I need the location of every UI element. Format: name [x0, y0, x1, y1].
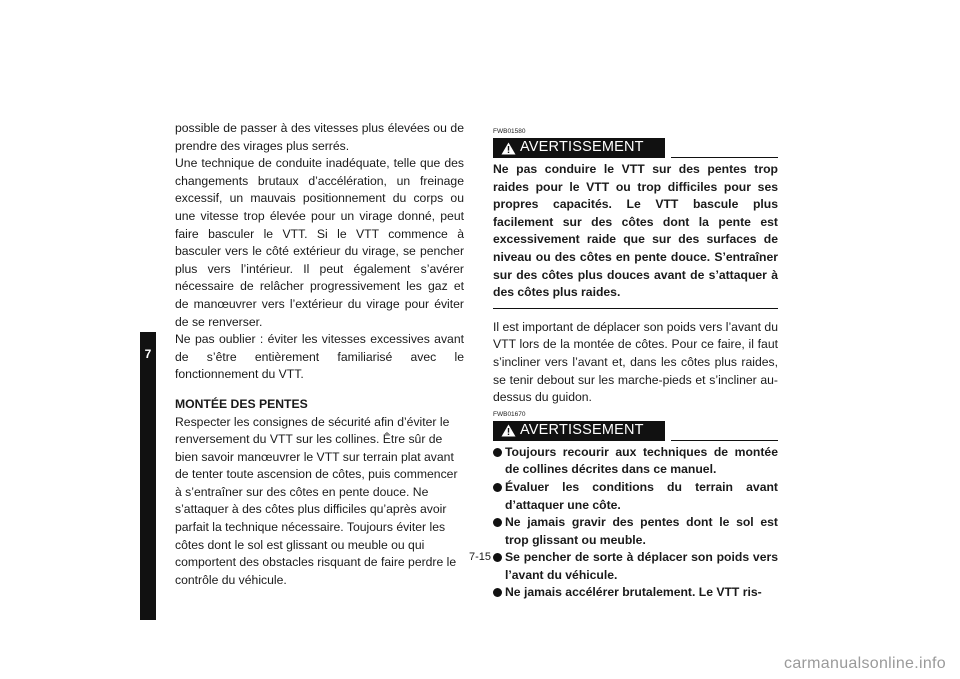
bullet-item: Évaluer les conditions du terrain avant d’attaquer une côte. [493, 479, 778, 514]
bullet-item: Toujours recourir aux techniques de montée de collines décrites dans ce manuel. [493, 444, 778, 479]
warning-2-header [493, 421, 778, 441]
left-paragraph-2: Une technique de conduite inadéquate, telle que des changements brutaux d’accélération, un freinage excessif, un mauvais positionnement du corps ou une vitesse trop élevée pour un virage donné, peut faire basculer le VTT. Si le VTT commence à basculer vers le côté extérieur du virage, se pencher plus vers l’intérieur. Il peut également s’avérer nécessaire de relâcher progressivement les gaz et de manœuvrer vers l’extérieur du virage pour éviter de se renverser. [175, 156, 464, 329]
chapter-number: 7 [144, 347, 152, 361]
bullet-item: Ne jamais gravir des pentes dont le sol est trop glissant ou meuble. [493, 514, 778, 549]
warning-2-badge [493, 421, 665, 441]
section-heading: MONTÉE DES PENTES [175, 396, 308, 411]
warning-triangle-icon [501, 142, 516, 155]
left-paragraph-1: possible de passer à des vitesses plus élevées ou de prendre des virages plus serrés. [175, 121, 464, 153]
left-column [175, 120, 464, 589]
warning-triangle-icon [501, 424, 516, 437]
right-paragraph: Il est important de déplacer son poids vers l’avant du VTT lors de la montée de côtes. Pour ce faire, il faut s’incliner vers l’avant et, dans les côtes plus raides, se tenir debout sur les marche-pieds et s’incliner au-dessus du guidon. [493, 319, 778, 405]
bullet-item: Ne jamais accélérer brutalement. Le VTT ris- [493, 584, 778, 602]
warning-2-label: AVERTISSEMENT [520, 421, 644, 438]
right-column [493, 128, 778, 602]
warning-2-rule [671, 440, 778, 441]
warning-1-code: FWB01580 [493, 128, 526, 135]
left-paragraph-3: Ne pas oublier : éviter les vitesses excessives avant de s’être entièrement familiarisé avec le fonctionnement du VTT. [175, 332, 464, 382]
warning-1-end-rule [493, 308, 778, 309]
warning-2-code: FWB01670 [493, 410, 526, 418]
chapter-tab [140, 332, 156, 620]
warning-1-rule [671, 157, 778, 158]
left-paragraph-4: Respecter les consignes de sécurité afin d’éviter le renversement du VTT sur les collines. Être sûr de bien savoir manœuvrer le VTT sur terrain plat avant de tenter toute ascension de côtes, puis commencer à s’entraîner sur des côtes en pente douce. Ne s’attaquer à des côtes plus difficiles qu’après avoir parfait la technique nécessaire. Toujours éviter les côtes dont le sol est glissant ou meuble ou qui comportent des obstacles risquant de faire perdre le contrôle du véhicule. [175, 414, 458, 587]
warning-1-badge [493, 138, 665, 158]
warning-2-bullet-list [493, 444, 778, 602]
warning-1-header [493, 138, 778, 158]
bullet-item: Se pencher de sorte à déplacer son poids vers l’avant du véhicule. [493, 549, 778, 584]
watermark: carmanualsonline.info [784, 655, 946, 672]
warning-1-text: Ne pas conduire le VTT sur des pentes trop raides pour le VTT ou trop difficiles pour ses propres capacités. Le VTT bascule plus facilement sur des côtes dont la pente est excessivement raide que sur des surfaces de niveau ou des côtes en pente douce. S’entraîner sur des côtes plus douces avant de s’attaquer à des côtes plus raides. [493, 162, 778, 300]
warning-1-label: AVERTISSEMENT [520, 139, 644, 156]
page-number: 7-15 [468, 551, 492, 563]
